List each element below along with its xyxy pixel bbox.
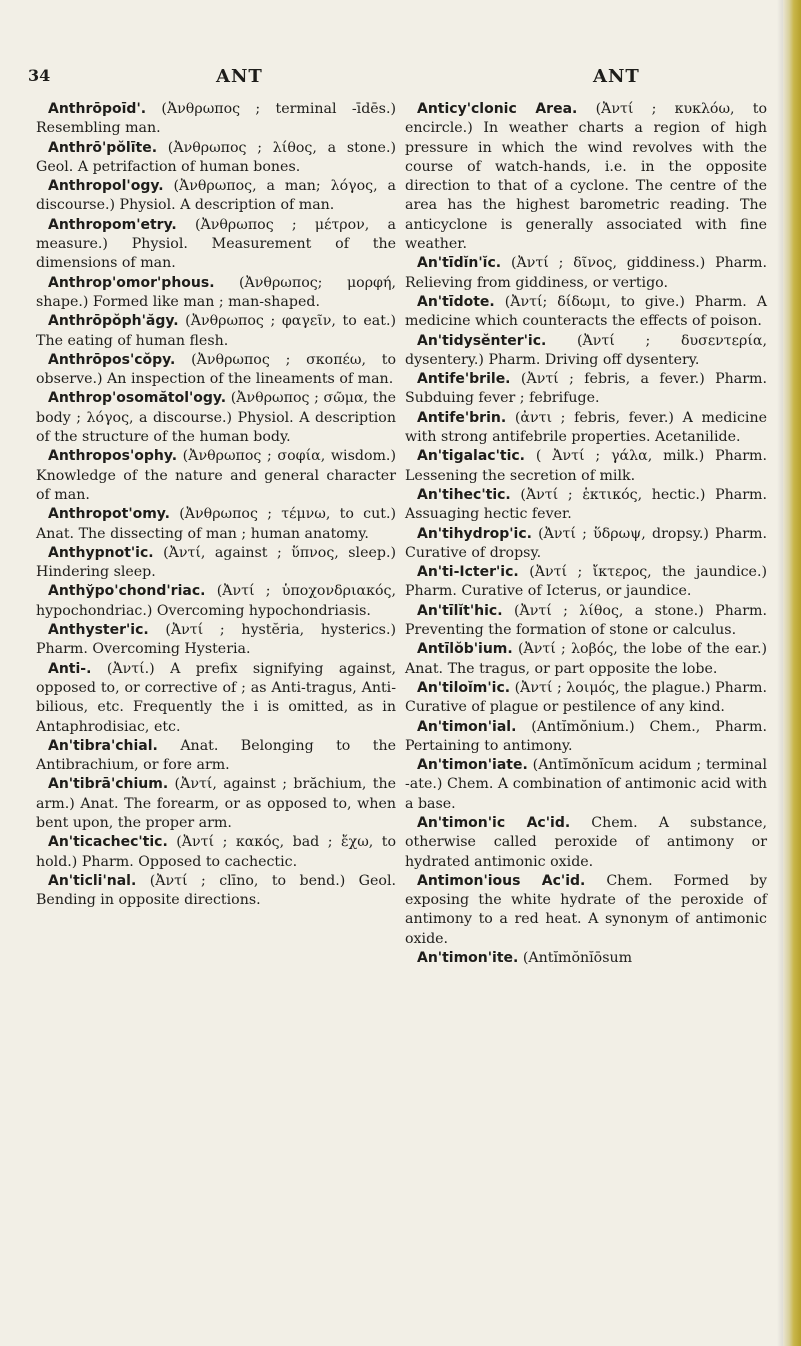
dictionary-entry [405,949,767,968]
entry-definition: (Ἀνθρωπος ; σῶμα, the body ; λόγος, a discourse.) Physiol. A description of the structure of the human body. [36,390,396,446]
entry-headword: An'tihydrop'ic. [417,525,532,542]
entry-definition: Anat. Belonging to the Antibrachium, or fore arm. [36,737,397,774]
entry-headword: Anthrōpos'cŏpy. [48,351,176,368]
entry-definition: ( Ἀντί ; γάλα, milk.) Pharm. Lessening the secretion of milk. [405,448,767,484]
dictionary-entry [405,525,767,564]
entry-definition: (Ἀνθρωπος ; τέμνω, to cut.) Anat. The dissecting of man ; human anatomy. [36,506,396,542]
entry-headword: An'tidysĕnter'ic. [417,332,547,349]
entry-headword: Anthropom'etry. [48,216,177,233]
dictionary-entry [405,332,767,371]
entry-headword: Anthropot'omy. [48,506,170,523]
entry-definition: (Ἀντί ; λοβός, the lobe of the ear.) Anat. The tragus, or part opposite the lobe. [405,641,768,677]
entry-definition: (Ἀνθρωπος ; σοφία, wisdom.) Knowledge of the nature and general character of man. [36,448,396,503]
dictionary-entry [36,872,396,911]
entry-definition: (ἀντι ; febris, fever.) A medicine with strong antifebrile properties. Acetanilide. [405,409,767,446]
dictionary-entry [36,177,396,216]
entry-definition: (Ἀνθρωπος ; μέτρον, a measure.) Physiol. Measurement of the dimensions of man. [36,216,397,272]
entry-headword: An'tīdĭn'ĭc. [417,255,502,272]
dictionary-entry [405,718,767,757]
dictionary-entry [405,814,767,872]
entry-headword: An'ticachec'tic. [48,834,168,851]
dictionary-entry [36,505,396,544]
dictionary-entry [405,872,767,949]
entry-definition: (Ἀντί ; δῖνος, giddiness.) Pharm. Relieving from giddiness, or vertigo. [405,255,767,291]
entry-headword: Antife'brin. [417,409,507,426]
entry-headword: An'tīlĭt'hic. [417,602,503,619]
entry-definition: (Ἀντί ; ὑποχονδριακός, hypochondriac.) Overcoming hypochondriasis. [36,583,396,619]
entry-definition: (Ἀντί ; ἴκτερος, the jaundice.) Pharm. Curative of Icterus, or jaundice. [405,564,768,600]
entry-definition: (Ἀντί ; λίθος, a stone.) Pharm. Preventing the formation of stone or calculus. [405,602,767,639]
entry-headword: An'tibrā'chium. [48,776,169,793]
entry-headword: Anthrop'osomătol'ogy. [48,390,227,407]
dictionary-entry [36,351,396,390]
dictionary-entry [405,447,767,486]
entry-headword: Anticy'clonic Area. [417,101,578,117]
entry-definition: (Ἀντί, against ; ὕπνος, sleep.) Hindering sleep. [36,544,396,581]
entry-headword: An'tibra'chial. [48,737,158,754]
dictionary-entry [36,775,396,833]
entry-headword: Anthrop'omor'phous. [48,274,215,291]
entry-definition: (Ἀνθρωπος; μορφή, shape.) Formed like man ; man-shaped. [36,274,396,310]
entry-headword: Antife'brile. [417,371,511,388]
dictionary-entry [405,370,767,409]
entry-headword: Antimon'ious Ac'id. [417,872,586,889]
entry-definition: (Antĭmŏnĭōsum [522,950,633,967]
running-head-left: ANT [216,66,263,87]
dictionary-entry [405,486,767,525]
dictionary-entry [36,312,396,351]
entry-definition: Chem. Formed by exposing the white hydrate of the peroxide of antimony to a red heat. A synonym of antimonic oxide. [405,872,768,947]
entry-definition: (Ἀνθρωπος ; λίθος, a stone.) Geol. A petrifaction of human bones. [36,139,396,175]
dictionary-entry [36,582,396,621]
dictionary-entry [36,274,396,313]
entry-headword: Anthropol'ogy. [48,178,164,195]
left-column [36,100,396,910]
entry-definition: (Ἀντί ; ὕδρωψ, dropsy.) Pharm. Curative of dropsy. [405,525,767,561]
entry-definition: (Ἀντί ; hystĕria, hysterics.) Pharm. Overcoming Hysteria. [36,622,396,658]
entry-definition: (Ἀντί ; ἑκτικός, hectic.) Pharm. Assuaging hectic fever. [405,486,767,523]
entry-headword: Anthrō'pŏlīte. [48,139,158,156]
dictionary-entry [405,640,767,679]
entry-definition: (Ἀντί ; δυσεντερία, dysentery.) Pharm. Driving off dysentery. [405,332,767,368]
dictionary-entry [405,563,767,602]
entry-definition: (Ἀντί, against ; brăchium, the arm.) Anat. The forearm, or as opposed to, when bent upon, the proper arm. [36,776,396,831]
dictionary-entry [36,216,396,274]
page-number: 34 [28,66,51,85]
entry-definition: (Ἀντί ; κακός, bad ; ἔχω, to hold.) Pharm. Opposed to cachectic. [36,834,396,870]
dictionary-entry [405,409,767,448]
entry-headword: Anthyster'ic. [48,622,149,639]
entry-definition: (Ἀνθρωπος ; φαγεῖν, to eat.) The eating of human flesh. [36,313,397,349]
dictionary-entry [36,100,396,139]
dictionary-entry [36,621,396,660]
dictionary-entry [36,139,396,178]
dictionary-entry [405,254,767,293]
entry-headword: Anthrōpoīd'. [48,101,147,117]
dictionary-entry [405,293,767,332]
entry-headword: An'timon'ial. [417,718,517,735]
entry-headword: Anthropos'ophy. [48,448,178,465]
entry-definition: (Antĭmŏnĭcum acidum ; terminal -ate.) Chem. A combination of antimonic acid with a base. [405,757,767,812]
dictionary-entry [36,660,396,737]
dictionary-entry [405,679,767,718]
dictionary-entry [405,100,767,254]
entry-headword: An'tīdote. [417,293,495,310]
entry-definition: (Ἀνθρωπος ; σκοπέω, to observe.) An inspection of the lineaments of man. [36,351,396,388]
entry-definition: (Ἀντί ; λοιμός, the plague.) Pharm. Curative of plague or pestilence of any kind. [405,679,767,716]
right-column [405,100,767,968]
dictionary-entry [405,602,767,641]
entry-definition: Chem. A substance, otherwise called peroxide of antimony or hydrated antimonic oxide. [405,814,767,870]
entry-definition: (Ἀντί; δίδωμι, to give.) Pharm. A medicine which counteracts the effects of poison. [405,293,767,330]
entry-headword: Anthўpo'chond'riac. [48,583,206,600]
entry-definition: (Ἀντί ; febris, a fever.) Pharm. Subduing fever ; febrifuge. [405,371,768,407]
entry-headword: An'tigalac'tic. [417,448,525,465]
entry-headword: An'ti-Icter'ic. [417,564,519,581]
running-head-right: ANT [593,66,640,87]
dictionary-entry [36,737,396,776]
entry-headword: Anti-. [48,660,92,677]
entry-definition: (Antĭmŏnium.) Chem., Pharm. Pertaining to antimony. [405,718,767,754]
entry-definition: (Ἀντί ; κυκλόω, to encircle.) In weather charts a region of high pressure in which the wind revolves with the course of watch-hands, i.e. in the opposite direction to that of a cyclone. The centre of the area has the highest barometric reading. The anticyclone is generally associated with fine weather. [405,101,768,253]
entry-headword: An'tiloĭm'ic. [417,679,511,696]
entry-headword: Anthrōpŏph'ăgy. [48,313,179,330]
entry-headword: An'timon'ic Ac'id. [417,814,571,831]
entry-definition: (Ἀντί.) A prefix signifying against, opposed to, or corrective of ; as Anti-tragus, Anti-bilious, etc. Frequently the i is omitted, as in Antaphrodisiac, etc. [36,660,397,735]
dictionary-entry [405,756,767,814]
entry-definition: (Ἀντί ; clīno, to bend.) Geol. Bending in opposite directions. [36,872,396,909]
entry-headword: An'timon'ite. [417,950,519,967]
entry-headword: Anthypnot'ic. [48,544,154,561]
page-edge [783,0,801,1346]
entry-definition: (Ἀνθρωπος ; terminal -īdēs.) Resembling man. [36,101,396,137]
dictionary-entry [36,833,396,872]
entry-headword: An'ticli'nal. [48,872,137,889]
dictionary-entry [36,544,396,583]
dictionary-entry [36,447,396,505]
entry-headword: An'tihec'tic. [417,486,511,503]
entry-headword: An'timon'iate. [417,757,528,774]
dictionary-entry [36,389,396,447]
entry-headword: Antīlŏb'ium. [417,641,513,658]
entry-definition: (Ἀνθρωπος, a man; λόγος, a discourse.) Physiol. A description of man. [36,178,396,214]
